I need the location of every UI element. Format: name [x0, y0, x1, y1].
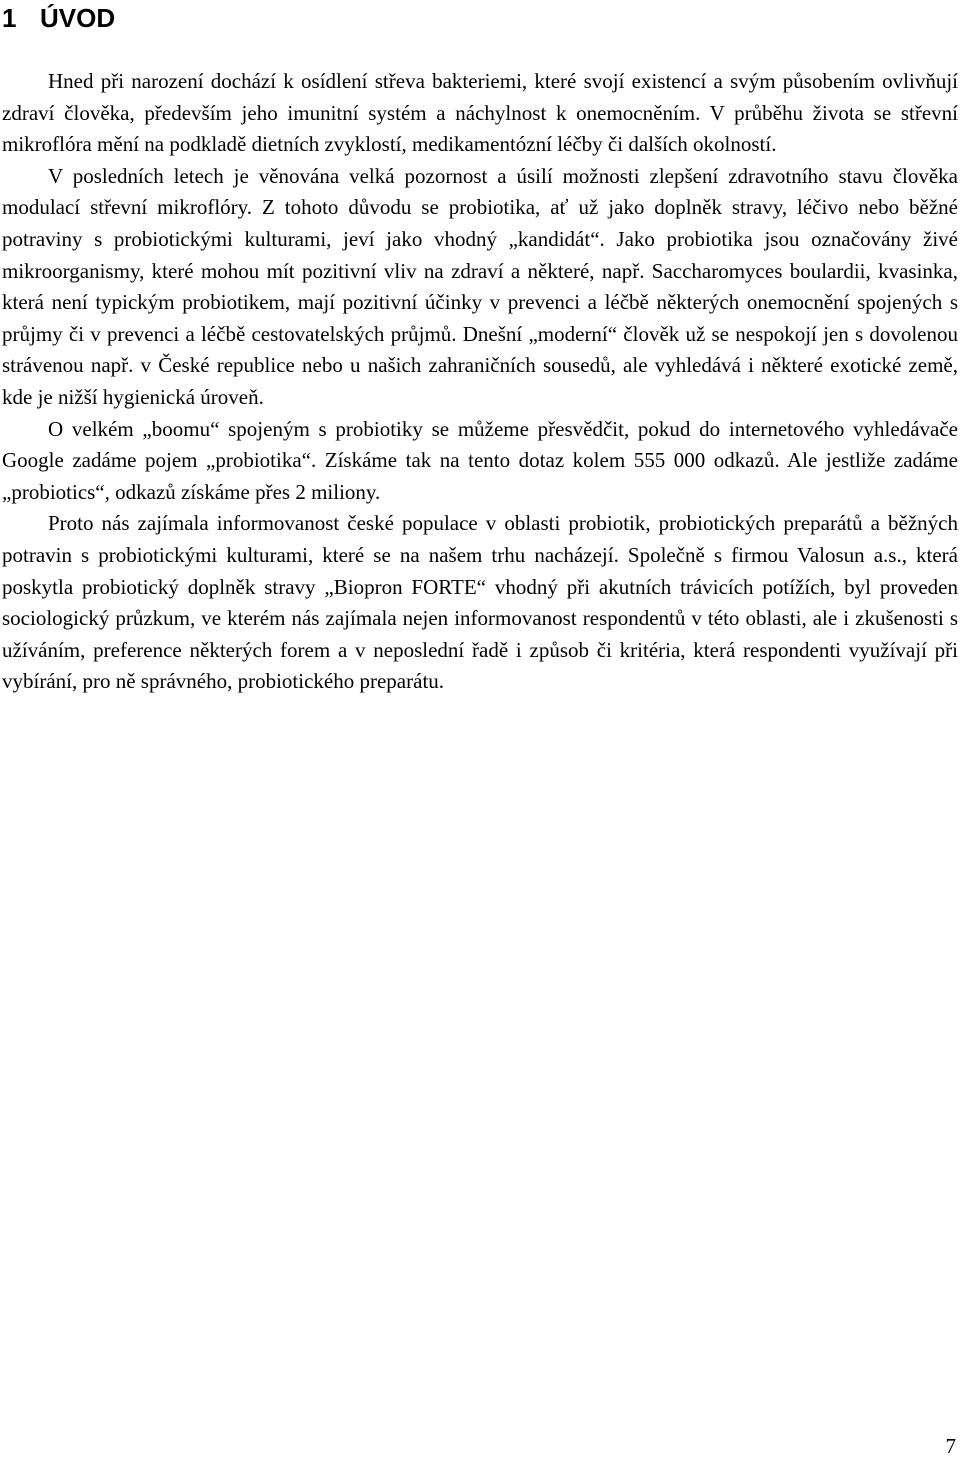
- page-number: 7: [945, 1434, 956, 1458]
- paragraph-boom: O velkém „boomu“ spojeným s probiotiky se můžeme přesvědčit, pokud do internetového vyhledávače Google zadáme pojem „probiotika“. Získáme tak na tento dotaz kolem 555 000 odkazů. Ale jestliže zadáme „probiotics“, odkazů získáme přes 2 miliony.: [2, 416, 958, 504]
- paragraph-probiotics: V posledních letech je věnována velká pozornost a úsilí možnosti zlepšení zdravotního stavu člověka modulací střevní mikroflóry. Z tohoto důvodu se probiotika, ať už jako doplněk stravy, léčivo nebo běžné potraviny s probiotickými kulturami, jeví jako vhodný „kandidát“. Jako probiotika jsou označovány živé mikroorganismy, které mohou mít pozitivní vliv na zdraví a některé, např. Saccharomyces boulardii, kvasinka, která není typickým probiotikem, mají pozitivní účinky v prevenci a léčbě některých onemocnění spojených s průjmy či v prevenci a léčbě cestovatelských průjmů. Dnešní „moderní“ člověk už se nespokojí jen s dovolenou strávenou např. v České republice nebo u našich zahraničních sousedů, ale vyhledává i některé exotické země, kde je nižší hygienická úroveň.: [2, 163, 958, 409]
- chapter-body: [2, 66, 958, 698]
- chapter-title: ÚVOD: [40, 3, 116, 33]
- paragraph-intro: Hned při narození dochází k osídlení střeva bakteriemi, které svojí existencí a svým působením ovlivňují zdraví člověka, především jeho imunitní systém a náchylnost k onemocněním. V průběhu života se střevní mikroflóra mění na podkladě dietních zvyklostí, medikamentózní léčby či dalších okolností.: [2, 69, 958, 157]
- chapter-number: 1: [2, 3, 17, 33]
- paragraph-survey: Proto nás zajímala informovanost české populace v oblasti probiotik, probiotických preparátů a běžných potravin s probiotickými kulturami, které se na našem trhu nacházejí. Společně s firmou Valosun a.s., která poskytla probiotický doplněk stravy „Biopron FORTE“ vhodný při akutních trávicích potížích, byl proveden sociologický průzkum, ve kterém nás zajímala nejen informovanost respondentů v této oblasti, ale i zkušenosti s užíváním, preference některých forem a v neposlední řadě i způsob či kritéria, která respondenti využívají při vybírání, pro ně správného, probiotického preparátu.: [2, 511, 958, 694]
- chapter-heading: [2, 0, 115, 36]
